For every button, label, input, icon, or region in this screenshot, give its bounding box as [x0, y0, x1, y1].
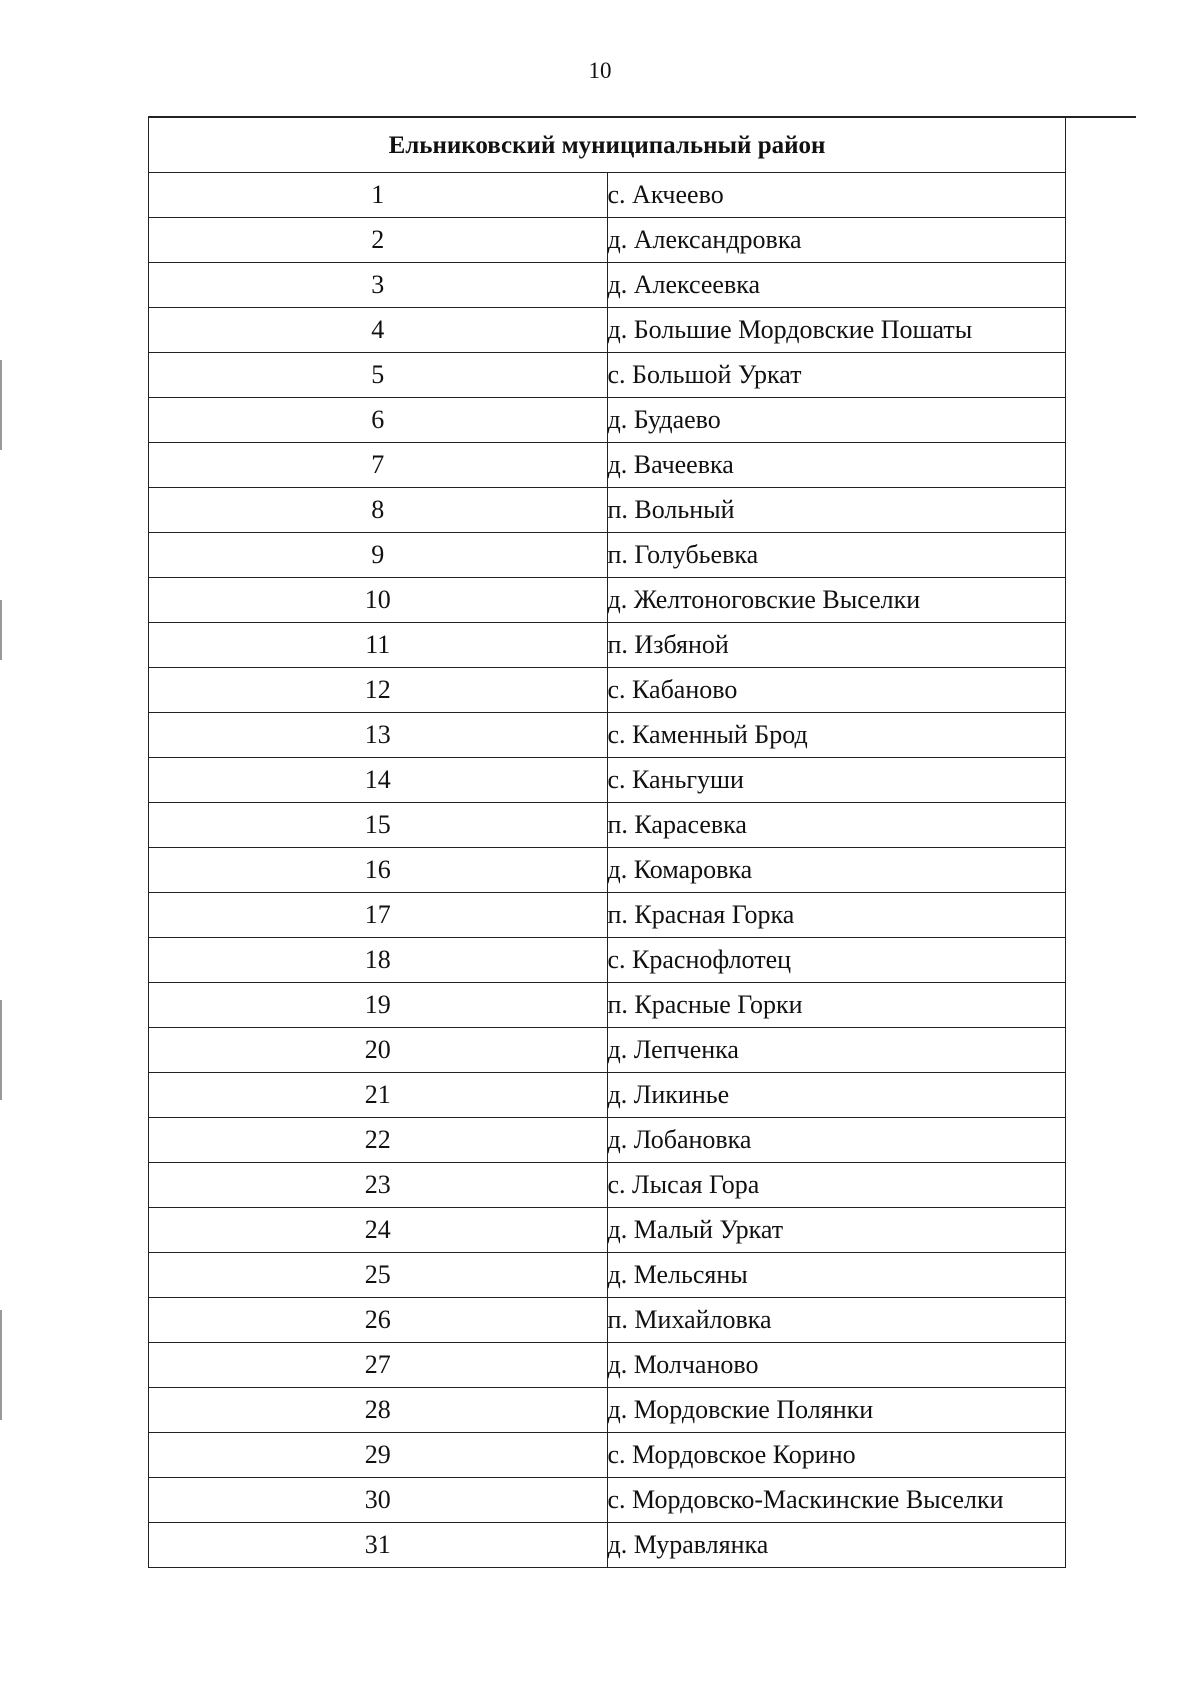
table-row [149, 1298, 1066, 1343]
settlement-name: п. Карасевка [607, 803, 1066, 848]
row-number: 31 [149, 1523, 608, 1568]
settlement-name: д. Александровка [607, 218, 1066, 263]
table-row [149, 308, 1066, 353]
row-number: 20 [149, 1028, 608, 1073]
settlement-name: д. Лепченка [607, 1028, 1066, 1073]
page-number: 10 [588, 58, 612, 83]
row-number: 2 [149, 218, 608, 263]
settlement-name: п. Избяной [607, 623, 1066, 668]
settlement-name: д. Мельсяны [607, 1253, 1066, 1298]
table-row [149, 578, 1066, 623]
row-number: 23 [149, 1163, 608, 1208]
table-row [149, 1523, 1066, 1568]
settlements-table-body [149, 173, 1066, 1568]
settlement-name: д. Алексеевка [607, 263, 1066, 308]
table-row [149, 1433, 1066, 1478]
row-number: 24 [149, 1208, 608, 1253]
scan-edge-mark [0, 1000, 2, 1100]
settlement-name: д. Молчаново [607, 1343, 1066, 1388]
row-number: 14 [149, 758, 608, 803]
settlement-name: д. Желтоноговские Выселки [607, 578, 1066, 623]
row-number: 10 [149, 578, 608, 623]
district-title: Ельниковский муниципальный район [149, 118, 1066, 173]
settlement-name: д. Ликинье [607, 1073, 1066, 1118]
district-header-row [149, 118, 1066, 173]
settlements-table [148, 117, 1066, 1568]
row-number: 25 [149, 1253, 608, 1298]
table-row [149, 668, 1066, 713]
table-row [149, 1388, 1066, 1433]
table-row [149, 938, 1066, 983]
settlement-name: д. Комаровка [607, 848, 1066, 893]
table-row [149, 758, 1066, 803]
row-number: 28 [149, 1388, 608, 1433]
row-number: 18 [149, 938, 608, 983]
settlement-name: с. Кабаново [607, 668, 1066, 713]
row-number: 13 [149, 713, 608, 758]
settlement-name: с. Мордовское Корино [607, 1433, 1066, 1478]
scan-edge-mark [0, 360, 2, 450]
table-row [149, 1478, 1066, 1523]
row-number: 7 [149, 443, 608, 488]
row-number: 6 [149, 398, 608, 443]
settlement-name: д. Вачеевка [607, 443, 1066, 488]
table-row [149, 488, 1066, 533]
row-number: 27 [149, 1343, 608, 1388]
table-row [149, 263, 1066, 308]
table-row [149, 353, 1066, 398]
settlement-name: д. Муравлянка [607, 1523, 1066, 1568]
settlement-name: с. Большой Уркат [607, 353, 1066, 398]
table-row [149, 218, 1066, 263]
table-row [149, 893, 1066, 938]
row-number: 30 [149, 1478, 608, 1523]
settlement-name: с. Лысая Гора [607, 1163, 1066, 1208]
settlement-name: д. Лобановка [607, 1118, 1066, 1163]
settlement-name: п. Голубьевка [607, 533, 1066, 578]
table-row [149, 1028, 1066, 1073]
settlement-name: с. Акчеево [607, 173, 1066, 218]
row-number: 22 [149, 1118, 608, 1163]
settlement-name: п. Красная Горка [607, 893, 1066, 938]
table-row [149, 1118, 1066, 1163]
table-row [149, 533, 1066, 578]
settlement-name: д. Малый Уркат [607, 1208, 1066, 1253]
row-number: 17 [149, 893, 608, 938]
row-number: 4 [149, 308, 608, 353]
row-number: 12 [149, 668, 608, 713]
row-number: 11 [149, 623, 608, 668]
settlement-name: с. Мордовско-Маскинские Выселки [607, 1478, 1066, 1523]
table-row [149, 1163, 1066, 1208]
row-number: 8 [149, 488, 608, 533]
row-number: 21 [149, 1073, 608, 1118]
scan-edge-mark [0, 1310, 2, 1420]
settlement-name: с. Краснофлотец [607, 938, 1066, 983]
table-row [149, 848, 1066, 893]
settlement-name: с. Каменный Брод [607, 713, 1066, 758]
table-row [149, 1343, 1066, 1388]
table-row [149, 1208, 1066, 1253]
row-number: 29 [149, 1433, 608, 1478]
table-row [149, 398, 1066, 443]
row-number: 15 [149, 803, 608, 848]
row-number: 16 [149, 848, 608, 893]
row-number: 3 [149, 263, 608, 308]
row-number: 1 [149, 173, 608, 218]
table-row [149, 1253, 1066, 1298]
table-row [149, 1073, 1066, 1118]
row-number: 26 [149, 1298, 608, 1343]
settlement-name: д. Мордовские Полянки [607, 1388, 1066, 1433]
settlement-name: п. Вольный [607, 488, 1066, 533]
row-number: 5 [149, 353, 608, 398]
table-row [149, 803, 1066, 848]
table-row [149, 713, 1066, 758]
table-row [149, 983, 1066, 1028]
settlement-name: п. Красные Горки [607, 983, 1066, 1028]
settlement-name: п. Михайловка [607, 1298, 1066, 1343]
row-number: 9 [149, 533, 608, 578]
row-number: 19 [149, 983, 608, 1028]
scan-edge-mark [0, 600, 2, 660]
settlement-name: д. Будаево [607, 398, 1066, 443]
table-row [149, 443, 1066, 488]
table-row [149, 173, 1066, 218]
settlement-name: с. Каньгуши [607, 758, 1066, 803]
settlement-name: д. Большие Мордовские Пошаты [607, 308, 1066, 353]
table-row [149, 623, 1066, 668]
